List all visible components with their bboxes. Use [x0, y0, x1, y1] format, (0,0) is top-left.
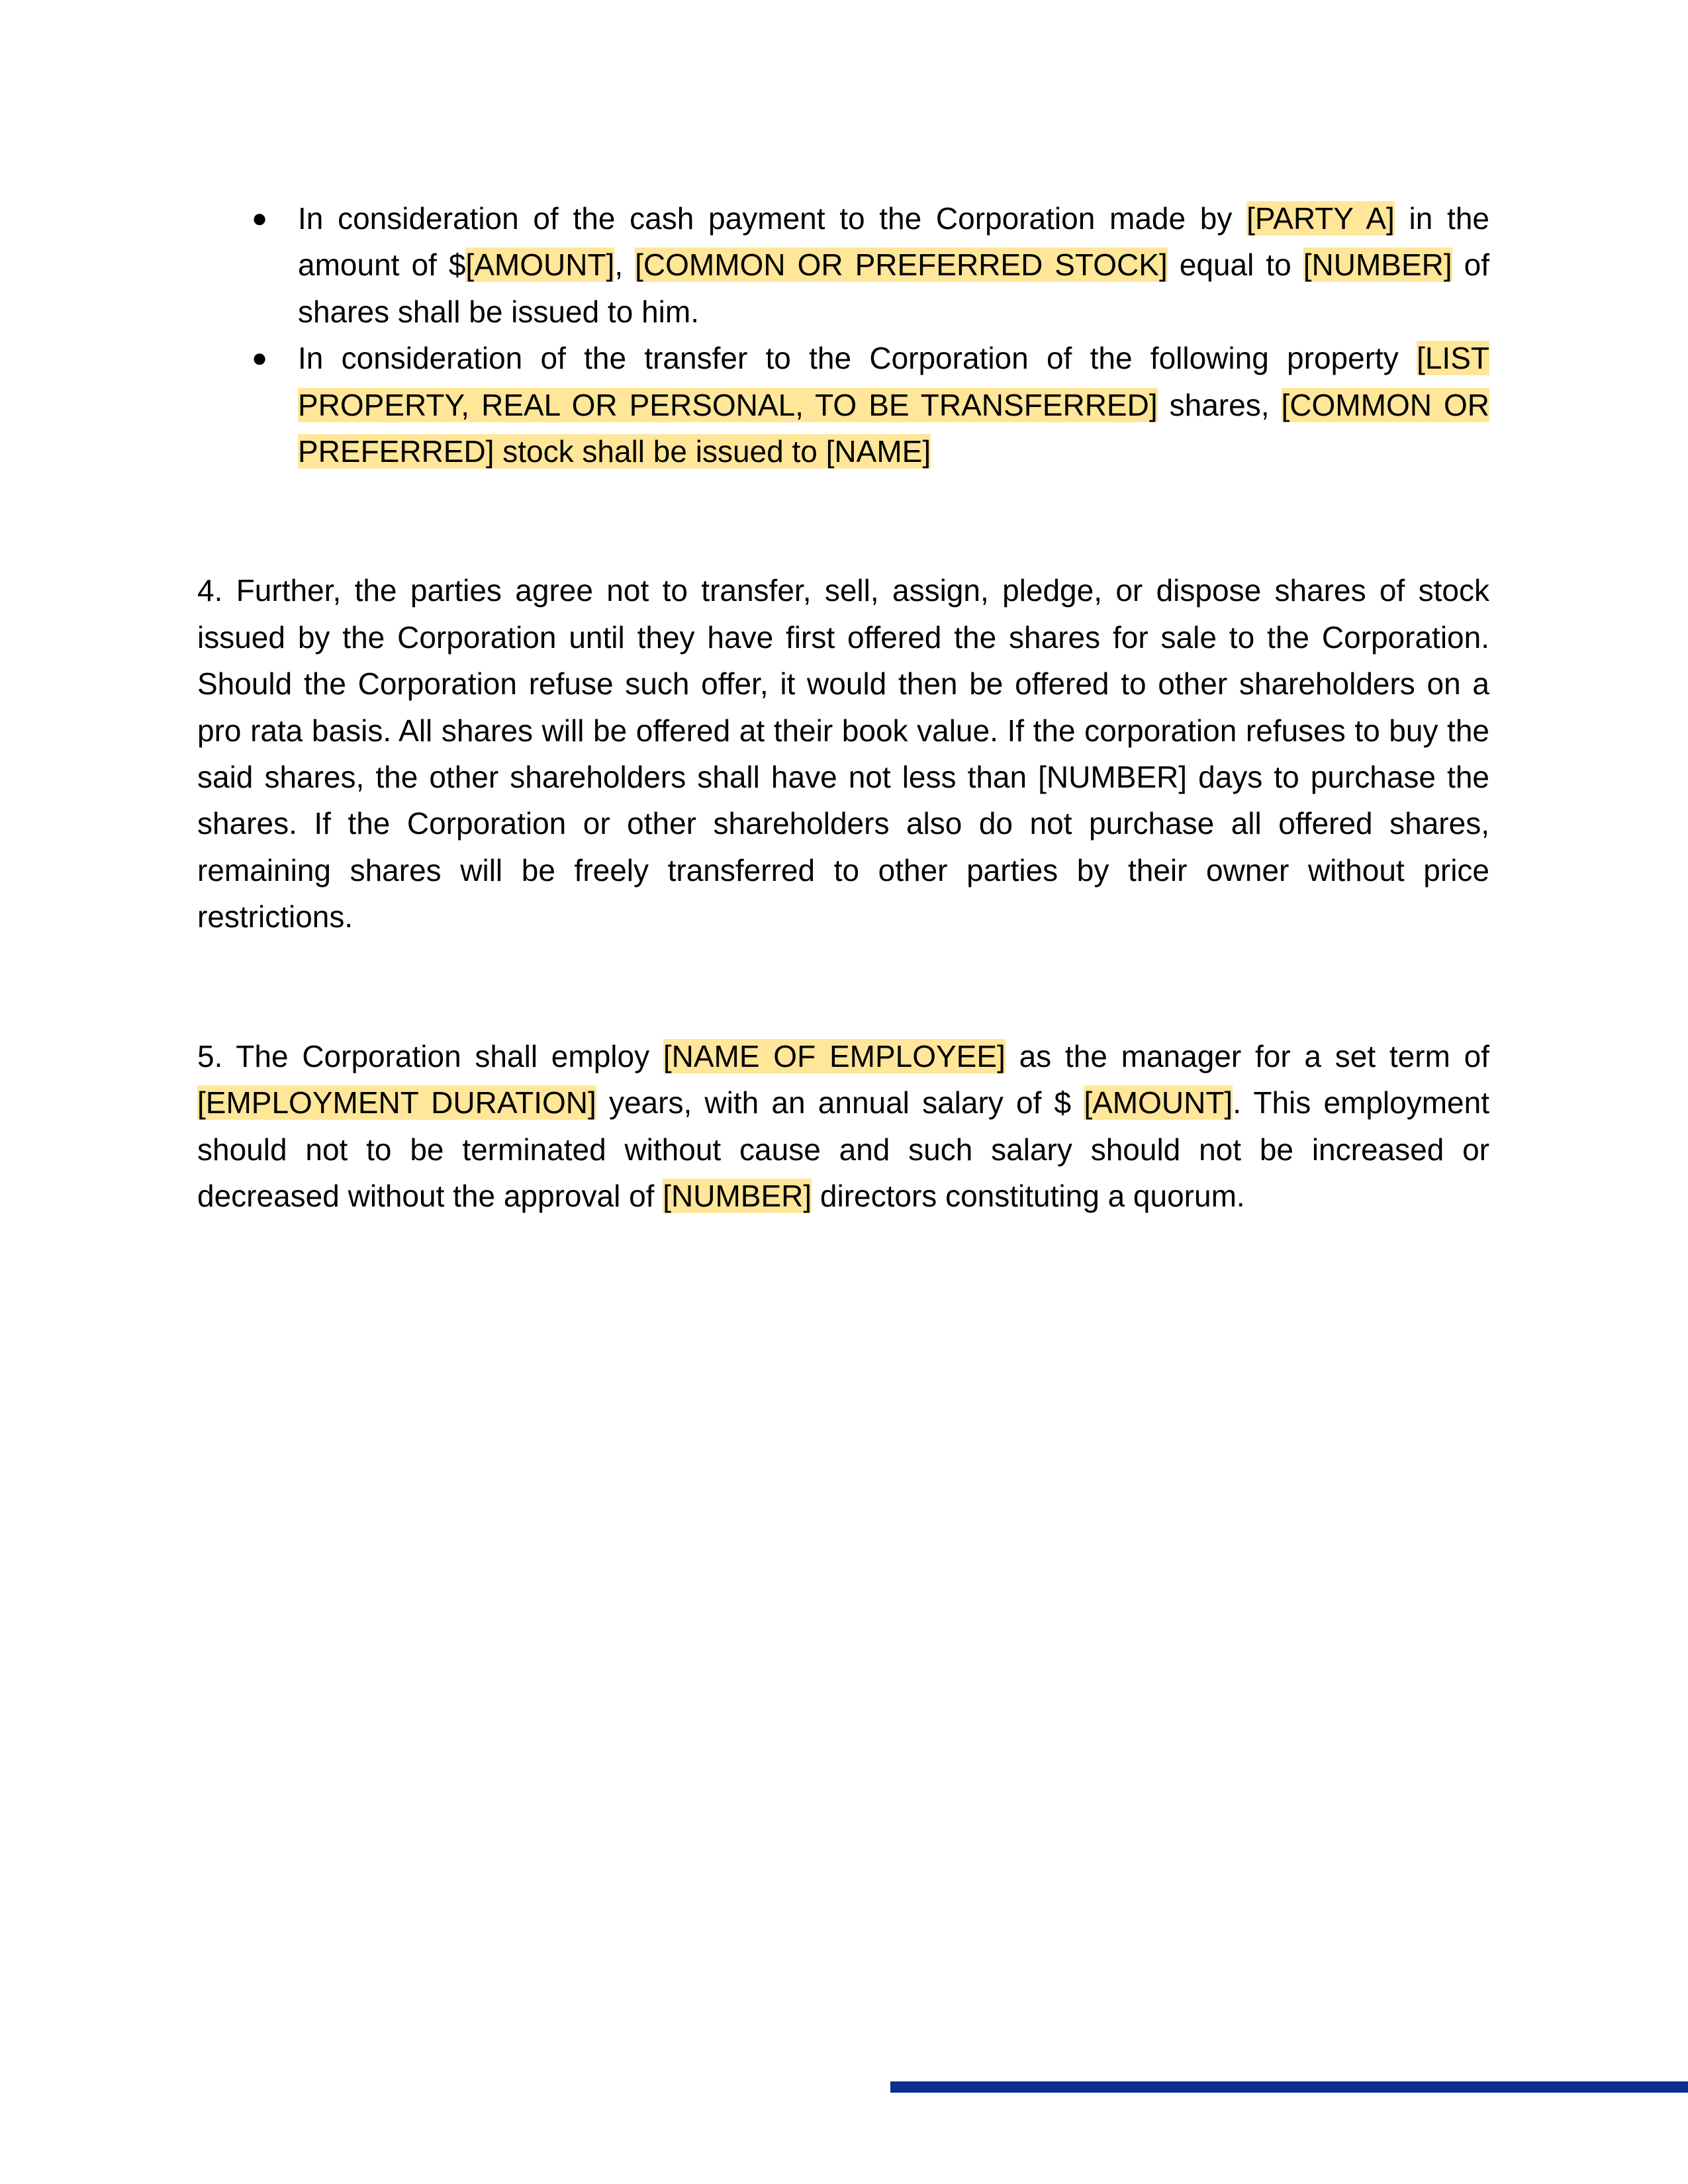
placeholder-stock-type: [COMMON OR PREFERRED STOCK] — [635, 248, 1168, 283]
consideration-bullet-list — [197, 195, 1489, 475]
bullet-item-property-transfer — [197, 335, 1489, 475]
placeholder-director-number: [NUMBER] — [663, 1178, 812, 1213]
clause-text-segment: directors constituting a quorum. — [812, 1178, 1245, 1213]
clause-text: 4. Further, the parties agree not to transfer, sell, assign, pledge, or dispose shares of stock issued by the Corporation until they have first offered the shares for sale to the Corporation. Should the Corporation refuse such offer, it would then be offered to other shareholders on a pro rata basis. All shares will be offered at their book value. If the corporation refuses to buy the said shares, the other shareholders shall have not less than [NUMBER] days to purchase the shares. If the Corporation or other shareholders also do not purchase all offered shares, remaining shares will be freely transferred to other parties by their owner without price restrictions. — [197, 573, 1489, 934]
placeholder-employment-duration: [EMPLOYMENT DURATION] — [197, 1085, 596, 1120]
bullet-text-segment: equal to — [1167, 248, 1303, 283]
placeholder-property-list: [LIST PROPERTY, REAL OR PERSONAL, TO BE TRANSFERRED] — [298, 341, 1489, 422]
bullet-icon: ● — [252, 343, 268, 373]
bullet-text-segment: of shares shall be issued to him. — [298, 248, 1490, 329]
clause-4-transfer-restriction — [197, 567, 1489, 940]
clause-text-segment: years, with an annual salary of $ — [596, 1085, 1084, 1120]
placeholder-stock-recipient: [COMMON OR PREFERRED] stock shall be issued to [NAME] — [298, 387, 1489, 469]
bullet-text-segment: shares, — [1157, 387, 1282, 422]
placeholder-employee-name: [NAME OF EMPLOYEE] — [663, 1038, 1006, 1073]
placeholder-amount: [AMOUNT] — [465, 248, 615, 283]
bullet-text-segment: In consideration of the transfer to the Corporation of the following property — [298, 341, 1417, 376]
placeholder-number: [NUMBER] — [1303, 248, 1452, 283]
clause-text-segment: 5. The Corporation shall employ — [197, 1038, 663, 1073]
clause-5-employment — [197, 1033, 1489, 1220]
clause-text-segment: as the manager for a set term of — [1005, 1038, 1489, 1073]
bullet-text-segment: In consideration of the cash payment to the Corporation made by — [298, 201, 1247, 236]
bullet-text-segment: in the amount of $ — [298, 201, 1489, 283]
bullet-icon: ● — [252, 204, 268, 233]
bullet-item-cash-payment — [197, 195, 1489, 335]
placeholder-party-a: [PARTY A] — [1246, 201, 1395, 236]
bullet-text-segment: , — [614, 248, 635, 283]
clause-text-segment: . This employment should not to be terminated without cause and such salary should not be increased or decreased without the approval of — [197, 1085, 1489, 1213]
footer-rule — [890, 2081, 1688, 2093]
placeholder-salary-amount: [AMOUNT] — [1084, 1085, 1233, 1120]
document-body — [197, 195, 1489, 1219]
